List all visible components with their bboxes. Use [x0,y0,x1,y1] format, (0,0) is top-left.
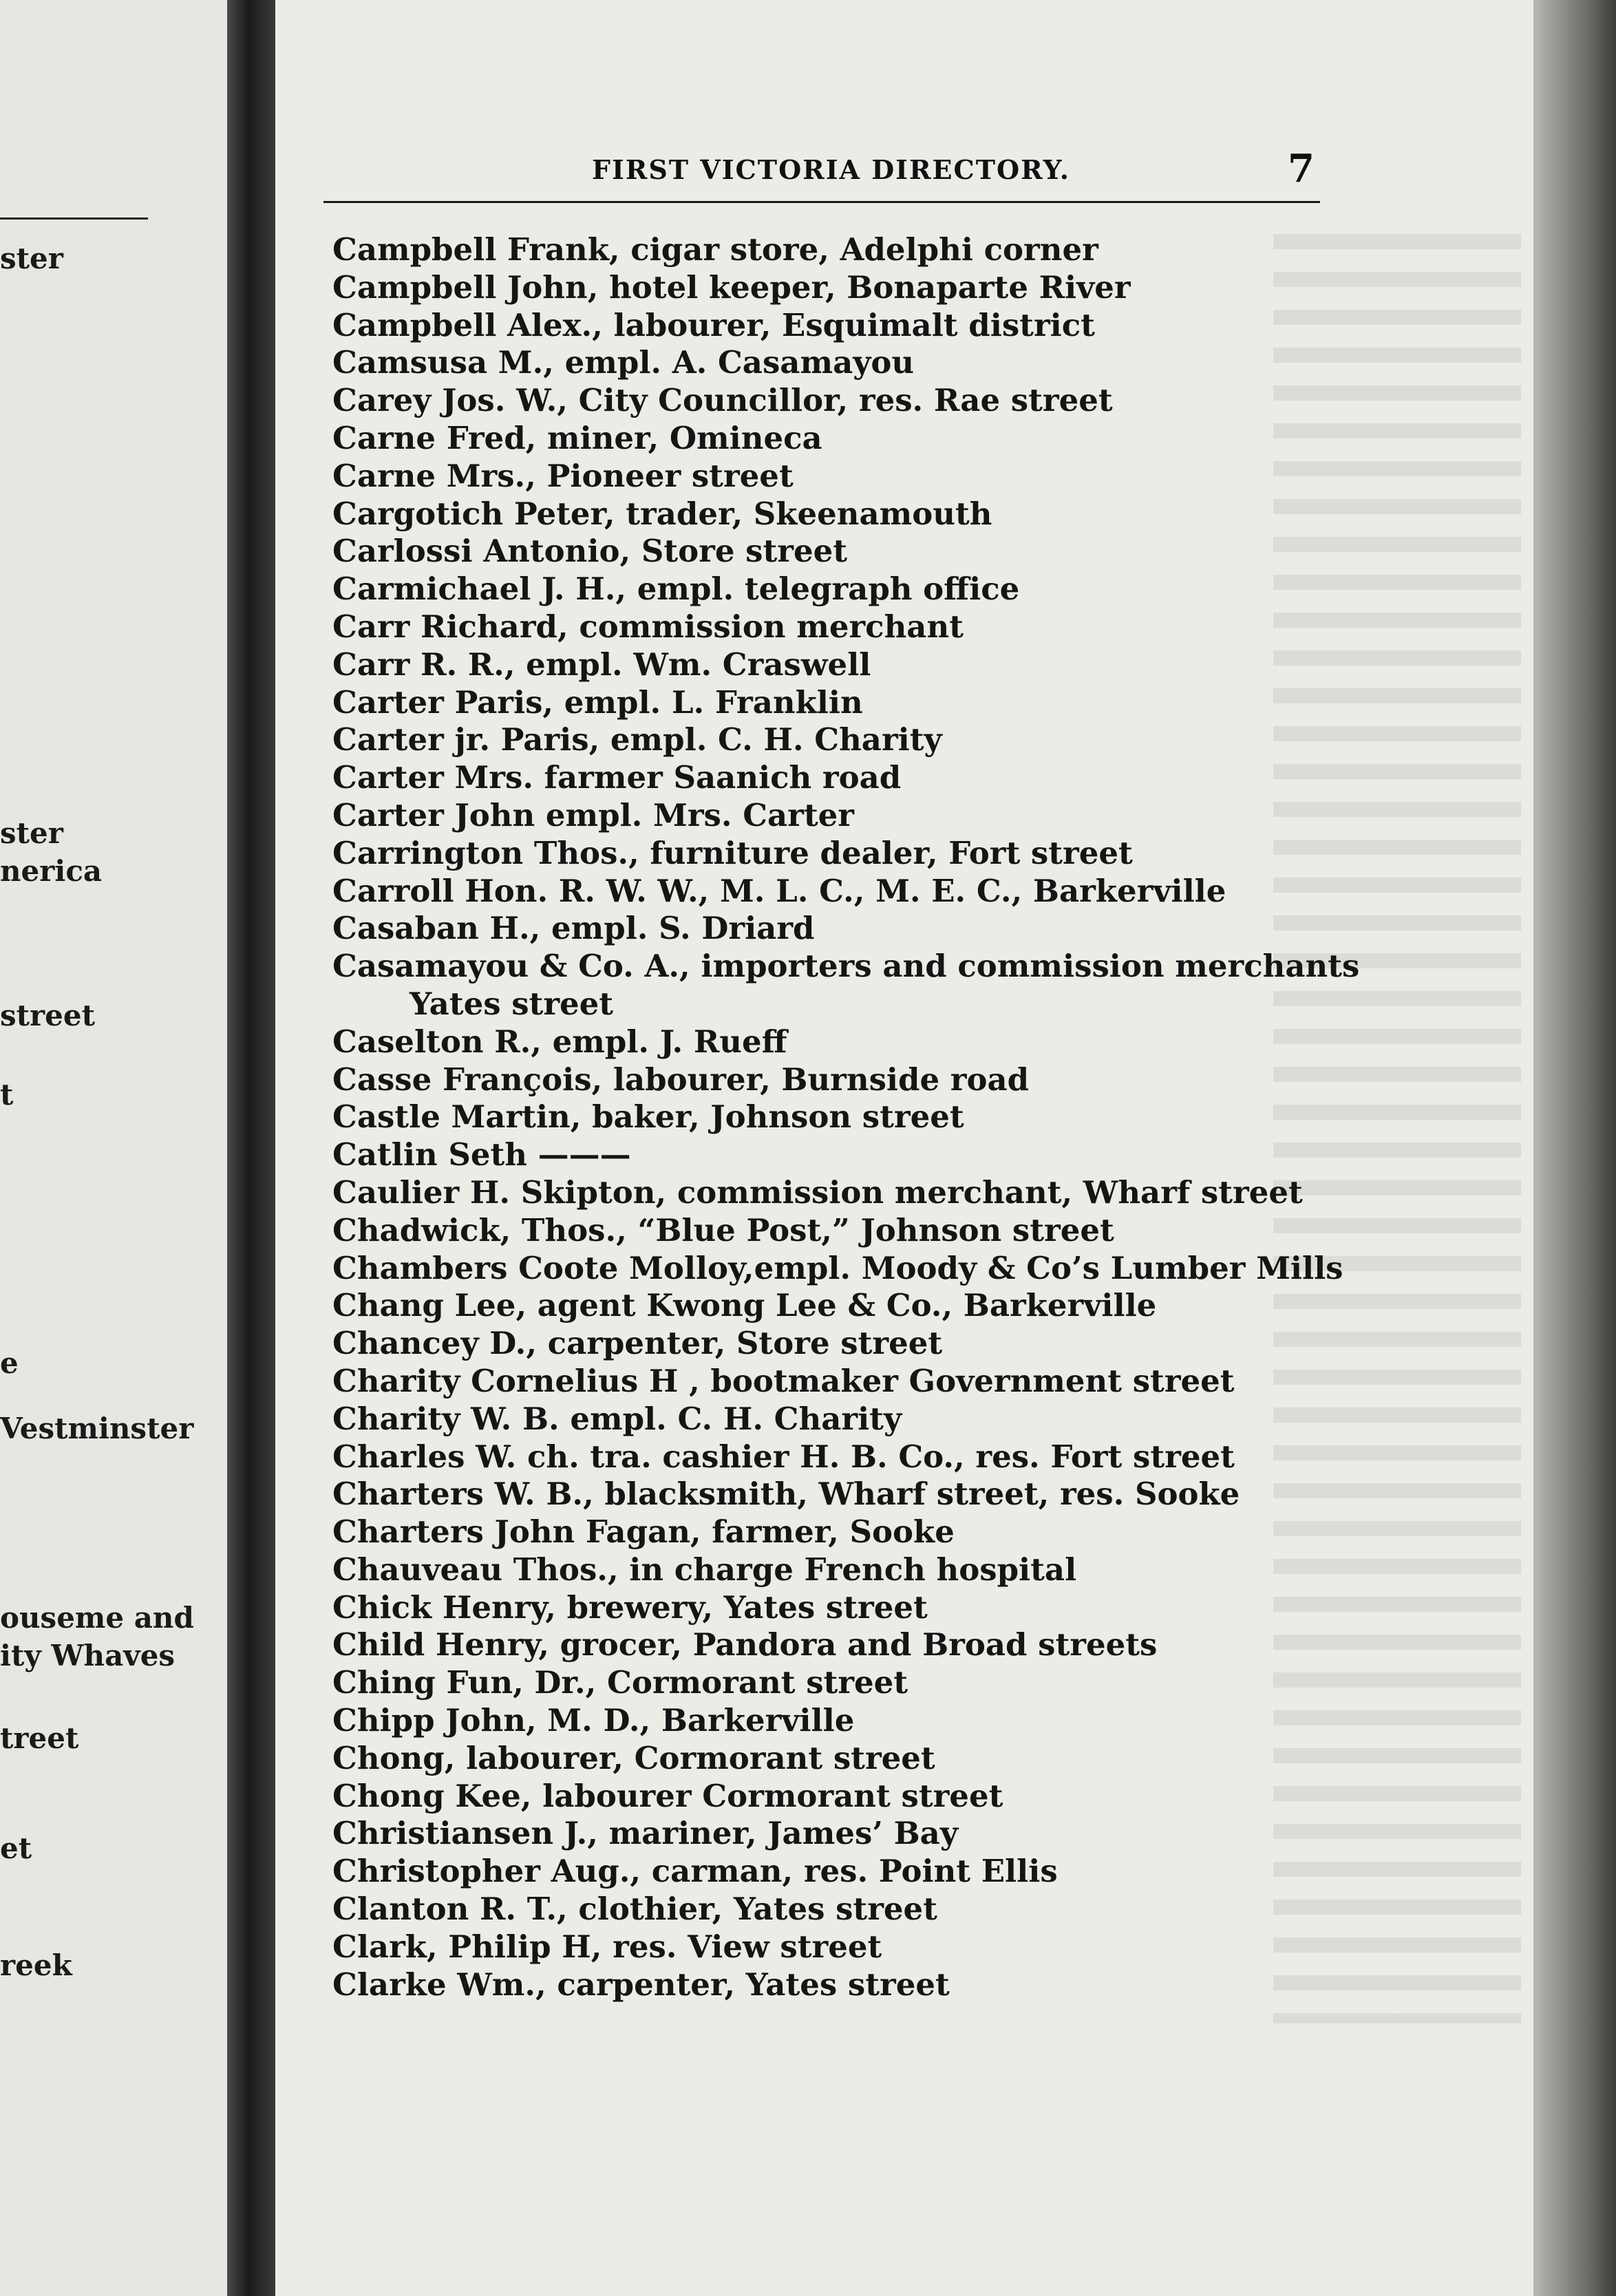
directory-entry: Cargotich Peter, trader, Skeenamouth [332,495,992,532]
directory-entry: Carr R. R., empl. Wm. Craswell [332,646,871,683]
directory-entry: Carroll Hon. R. W. W., M. L. C., M. E. C., Barkerville [332,872,1226,909]
directory-entry: Chadwick, Thos., “Blue Post,” Johnson street [332,1211,1114,1248]
directory-entry: Chambers Coote Molloy,empl. Moody & Co’s Lumber Mills [332,1249,1343,1286]
directory-entry: Clanton R. T., clothier, Yates street [332,1891,937,1928]
directory-entry: Camsusa M., empl. A. Casamayou [332,344,915,381]
directory-entry: Chancey D., carpenter, Store street [332,1325,943,1362]
facing-page-fragment-text: ster [0,816,63,850]
directory-entry: Charity Cornelius H , bootmaker Government street [332,1362,1235,1399]
directory-entries [332,231,1360,2003]
directory-entry: Carter jr. Paris, empl. C. H. Charity [332,721,942,758]
directory-entry: Carey Jos. W., City Councillor, res. Rae street [332,382,1113,419]
directory-entry: Chauveau Thos., in charge French hospital [332,1551,1077,1588]
directory-entry: Clark, Philip H, res. View street [332,1928,882,1965]
page-header [317,146,1315,191]
directory-entry: Chong Kee, labourer Cormorant street [332,1777,1003,1814]
directory-entry: Carter Mrs. farmer Saanich road [332,759,902,796]
directory-entry: Campbell Alex., labourer, Esquimalt district [332,306,1095,343]
facing-page-fragment-text: t [0,1078,14,1112]
directory-entry: Carmichael J. H., empl. telegraph office [332,571,1020,608]
facing-page-fragment-text: Vestminster [0,1412,194,1445]
facing-page-fragment [0,0,227,2296]
directory-entry: Chick Henry, brewery, Yates street [332,1588,928,1626]
directory-entry: Charters John Fagan, farmer, Sooke [332,1513,955,1551]
directory-entry: Catlin Seth ——— [332,1136,631,1173]
directory-entry: Carlossi Antonio, Store street [332,533,847,570]
page-edge-shadow [1533,0,1616,2296]
facing-page-fragment-text: ster [0,242,63,275]
entry-continuation: Yates street [410,985,614,1022]
facing-page-rule [0,217,148,220]
directory-entry: Caulier H. Skipton, commission merchant, Wharf street [332,1173,1303,1211]
header-rule [323,201,1320,203]
directory-entry: Carr Richard, commission merchant [332,608,964,645]
directory-entry: Carne Mrs., Pioneer street [332,457,794,494]
directory-entry: Carter Paris, empl. L. Franklin [332,683,863,721]
directory-entry: Carrington Thos., furniture dealer, Fort street [332,834,1133,871]
directory-entry: Castle Martin, baker, Johnson street [332,1098,964,1136]
page-title: FIRST VICTORIA DIRECTORY. [592,154,1070,185]
facing-page-fragment-text: ity Whaves [0,1639,176,1672]
directory-entry: Chang Lee, agent Kwong Lee & Co., Barkerville [332,1287,1157,1324]
directory-entry: Chong, labourer, Cormorant street [332,1739,935,1776]
directory-entry: Casaban H., empl. S. Driard [332,910,815,947]
directory-entry: Casamayou & Co. A., importers and commission merchants [332,948,1360,985]
directory-entry: Christopher Aug., carman, res. Point Ellis [332,1853,1058,1890]
directory-entry: Ching Fun, Dr., Cormorant street [332,1664,908,1701]
directory-entry: Clarke Wm., carpenter, Yates street [332,1966,950,2003]
facing-page-fragment-text: treet [0,1721,79,1755]
directory-entry: Charity W. B. empl. C. H. Charity [332,1400,902,1437]
page-number: 7 [1288,146,1315,191]
directory-entry: Charters W. B., blacksmith, Wharf street, res. Sooke [332,1476,1240,1513]
directory-entry: Charles W. ch. tra. cashier H. B. Co., res. Fort street [332,1438,1235,1475]
directory-entry: Carter John empl. Mrs. Carter [332,796,855,833]
facing-page-fragment-text: reek [0,1948,72,1982]
facing-page-fragment-text: e [0,1346,19,1380]
facing-page-fragment-text: street [0,999,96,1032]
facing-page-fragment-text: nerica [0,854,103,888]
directory-entry: Carne Fred, miner, Omineca [332,419,822,456]
facing-page-fragment-text: et [0,1831,32,1865]
directory-entry: Christiansen J., mariner, James’ Bay [332,1815,958,1852]
directory-entry: Campbell John, hotel keeper, Bonaparte River [332,268,1131,306]
directory-entry: Child Henry, grocer, Pandora and Broad streets [332,1626,1158,1663]
book-gutter [227,0,275,2296]
facing-page-fragment-text: ouseme and [0,1601,194,1635]
directory-entry: Campbell Frank, cigar store, Adelphi corner [332,231,1098,268]
directory-entry: Casse François, labourer, Burnside road [332,1061,1030,1098]
directory-entry: Chipp John, M. D., Barkerville [332,1702,855,1739]
directory-entry: Caselton R., empl. J. Rueff [332,1023,787,1060]
